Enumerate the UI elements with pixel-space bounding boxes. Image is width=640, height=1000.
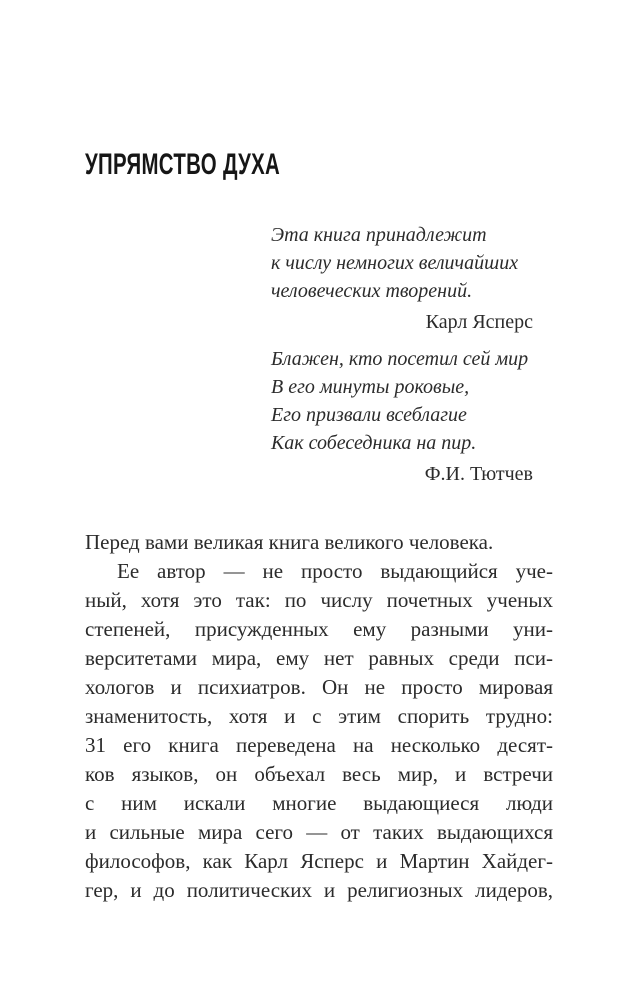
epigraph-line: Блажен, кто посетил сей мир bbox=[271, 348, 529, 370]
epigraph-line: к числу немногих величайших bbox=[271, 252, 519, 274]
epigraph-line: Как собеседника на пир. bbox=[271, 432, 477, 454]
attribution-jaspers: Карл Ясперс bbox=[425, 311, 533, 333]
body-line: хологов и психиатров. Он не просто мировая bbox=[85, 675, 553, 699]
body-line: знаменитость, хотя и с этим спорить трудно: bbox=[85, 704, 553, 728]
epigraph-jaspers bbox=[271, 221, 533, 336]
attribution-tyutchev: Ф.И. Тютчев bbox=[424, 463, 533, 485]
body-line: степеней, присужденных ему разными уни- bbox=[85, 617, 553, 641]
epigraph-line: Эта книга принадлежит bbox=[271, 224, 487, 246]
body-line: и сильные мира сего — от таких выдающихся bbox=[85, 820, 553, 844]
chapter-title: УПРЯМСТВО ДУХА bbox=[85, 148, 281, 181]
body-line: ный, хотя это так: по числу почетных ученых bbox=[85, 588, 553, 612]
body-line: Ее автор — не просто выдающийся уче- bbox=[117, 559, 553, 583]
body-line: гер, и до политических и религиозных лидеров, bbox=[85, 878, 553, 902]
body-line: ков языков, он объехал весь мир, и встречи bbox=[85, 762, 553, 786]
body-line: Перед вами великая книга великого человека. bbox=[85, 530, 494, 554]
epigraph-tyutchev bbox=[271, 345, 533, 488]
body-text bbox=[85, 528, 553, 905]
epigraph-line: В его минуты роковые, bbox=[271, 376, 470, 398]
epigraph-line: Его призвали всеблагие bbox=[271, 404, 467, 426]
body-line: философов, как Карл Ясперс и Мартин Хайдег- bbox=[85, 849, 553, 873]
body-line: с ним искали многие выдающиеся люди bbox=[85, 791, 553, 815]
body-line: 31 его книга переведена на несколько десят- bbox=[85, 733, 553, 757]
epigraph-line: человеческих творений. bbox=[271, 280, 473, 302]
body-line: верситетами мира, ему нет равных среди пси- bbox=[85, 646, 553, 670]
